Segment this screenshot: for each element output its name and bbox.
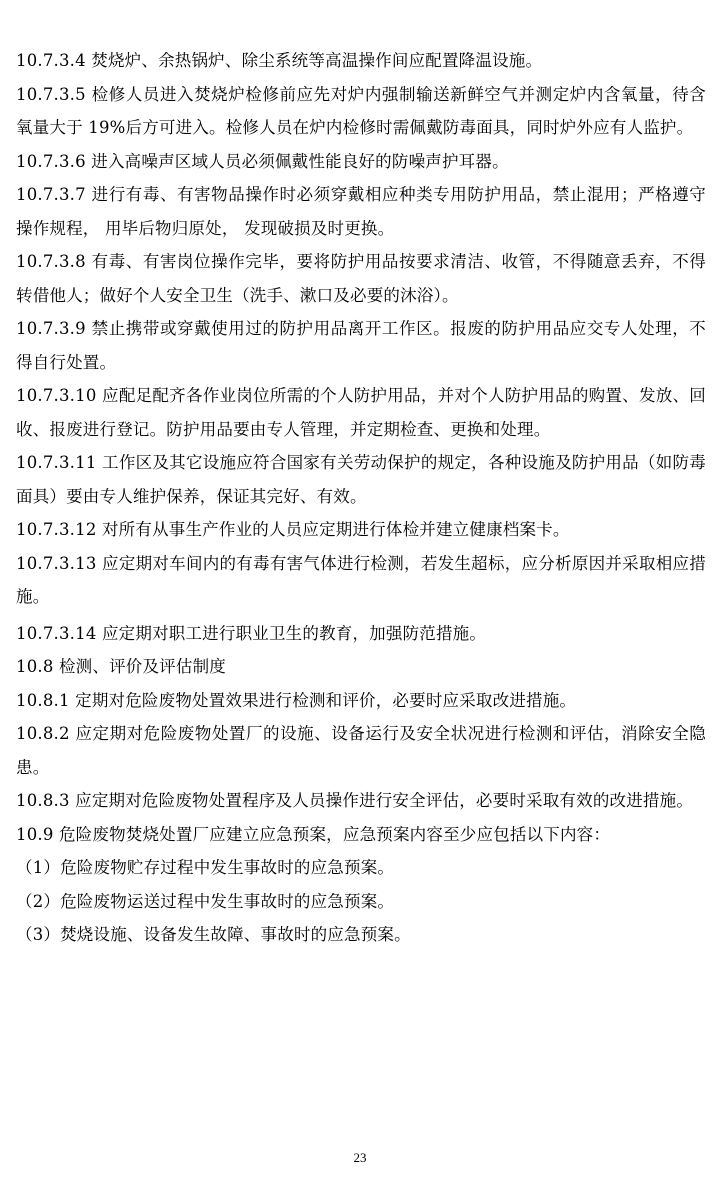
clause-10-7-3-10: 10.7.3.10 应配足配齐各作业岗位所需的个人防护用品，并对个人防护用品的购置、发放、回收、报废进行登记。防护用品要由专人管理，并定期检查、更换和处理。 (16, 386, 706, 439)
list-item-1: （1）危险废物贮存过程中发生事故时的应急预案。 (16, 858, 395, 877)
clause-10-8-1: 10.8.1 定期对危险废物处置效果进行检测和评价，必要时应采取改进措施。 (16, 690, 577, 710)
clause-10-7-3-5: 10.7.3.5 检修人员进入焚烧炉检修前应先对炉内强制输送新鲜空气并测定炉内含氧量，待含氧量大于 19%后方可进入。检修人员在炉内检修时需佩戴防毒面具，同时炉外应有人监护。 (16, 84, 706, 137)
clause-10-7-3-13: 10.7.3.13 应定期对车间内的有毒有害气体进行检测，若发生超标，应分析原因并采取相应措施。 (16, 553, 706, 606)
clause-10-7-3-14: 10.7.3.14 应定期对职工进行职业卫生的教育，加强防范措施。 (16, 623, 487, 643)
list-item-2: （2）危险废物运送过程中发生事故时的应急预案。 (16, 891, 395, 911)
clause-10-7-3-4: 10.7.3.4 焚烧炉、余热锅炉、除尘系统等高温操作间应配置降温设施。 (16, 51, 543, 70)
clause-10-7-3-9: 10.7.3.9 禁止携带或穿戴使用过的防护用品离开工作区。报废的防护用品应交专人处理，不得自行处置。 (16, 319, 706, 372)
clause-10-7-3-12: 10.7.3.12 对所有从事生产作业的人员应定期进行体检并建立健康档案卡。 (16, 520, 570, 539)
document-body (16, 44, 706, 952)
clause-10-8-3: 10.8.3 应定期对危险废物处置程序及人员操作进行安全评估，必要时采取有效的改进措施。 (16, 791, 694, 810)
page-number: 23 (353, 1150, 367, 1165)
clause-10-7-3-6: 10.7.3.6 进入高噪声区域人员必须佩戴性能良好的防噪声护耳器。 (16, 151, 509, 171)
clause-10-7-3-11: 10.7.3.11 工作区及其它设施应符合国家有关劳动保护的规定，各种设施及防护用品（如防毒面具）要由专人维护保养，保证其完好、有效。 (16, 453, 706, 506)
clause-10-8-2: 10.8.2 应定期对危险废物处置厂的设施、设备运行及安全状况进行检测和评估，消除安全隐患。 (16, 724, 706, 777)
clause-10-7-3-7: 10.7.3.7 进行有毒、有害物品操作时必须穿戴相应种类专用防护用品，禁止混用；严格遵守操作规程， 用毕后物归原处， 发现破损及时更换。 (16, 185, 706, 238)
section-heading-10-8: 10.8 检测、评价及评估制度 (16, 657, 226, 676)
list-item-3: （3）焚烧设施、设备发生故障、事故时的应急预案。 (16, 925, 411, 944)
clause-10-9: 10.9 危险废物焚烧处置厂应建立应急预案，应急预案内容至少应包括以下内容： (16, 824, 611, 844)
clause-10-7-3-8: 10.7.3.8 有毒、有害岗位操作完毕，要将防护用品按要求清洁、收管，不得随意丢弃，不得转借他人；做好个人安全卫生（洗手、漱口及必要的沐浴）。 (16, 252, 706, 305)
